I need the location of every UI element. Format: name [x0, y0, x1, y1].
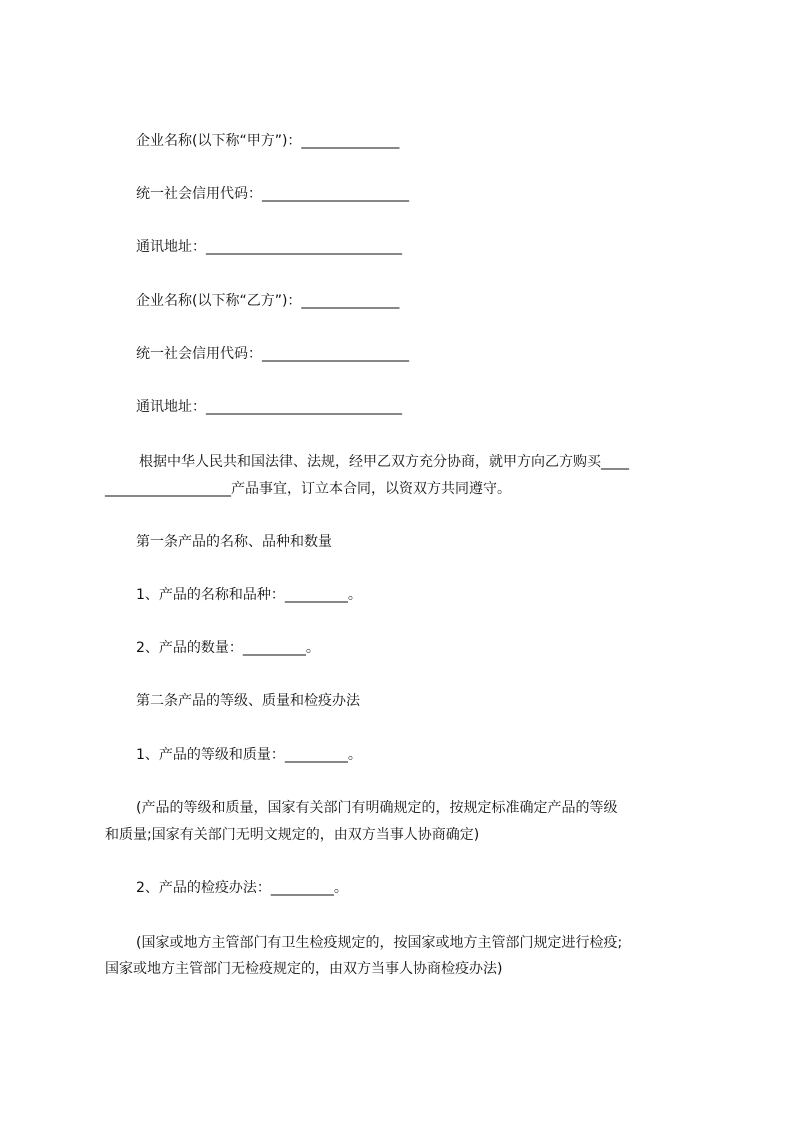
article-1-item-1: 1、产品的名称和品种：_________。 [136, 587, 362, 603]
article-1-title: 第一条产品的名称、品种和数量 [136, 534, 332, 550]
party-a-name-field: 企业名称(以下称“甲方”)：______________ [136, 133, 400, 149]
article-1-item-2: 2、产品的数量：_________。 [136, 640, 320, 656]
party-b-name-field: 企业名称(以下称“乙方”)：______________ [136, 293, 400, 309]
party-b-credit-code-field: 统一社会信用代码：_____________________ [136, 346, 409, 362]
article-2-note-2-line-2: 国家或地方主管部门无检疫规定的，由双方当事人协商检疫办法) [105, 961, 503, 977]
article-2-item-1: 1、产品的等级和质量：_________。 [136, 747, 362, 763]
article-2-note-2-line-1: (国家或地方主管部门有卫生检疫规定的，按国家或地方主管部门规定进行检疫; [136, 935, 623, 951]
article-2-title: 第二条产品的等级、质量和检疫办法 [136, 693, 360, 709]
article-2-note-1-line-2: 和质量;国家有关部门无明文规定的，由双方当事人协商确定) [105, 827, 480, 843]
party-a-credit-code-field: 统一社会信用代码：_____________________ [136, 186, 409, 202]
party-a-address-field: 通讯地址：____________________________ [136, 239, 402, 255]
preamble-line-1: 根据中华人民共和国法律、法规，经甲乙双方充分协商，就甲方向乙方购买____ [139, 454, 629, 470]
article-2-item-2: 2、产品的检疫办法：_________。 [136, 880, 348, 896]
preamble-line-2: __________________产品事宜，订立本合同，以资双方共同遵守。 [105, 481, 511, 497]
article-2-note-1-line-1: (产品的等级和质量，国家有关部门有明确规定的，按规定标准确定产品的等级 [136, 800, 618, 816]
party-b-address-field: 通讯地址：____________________________ [136, 399, 402, 415]
